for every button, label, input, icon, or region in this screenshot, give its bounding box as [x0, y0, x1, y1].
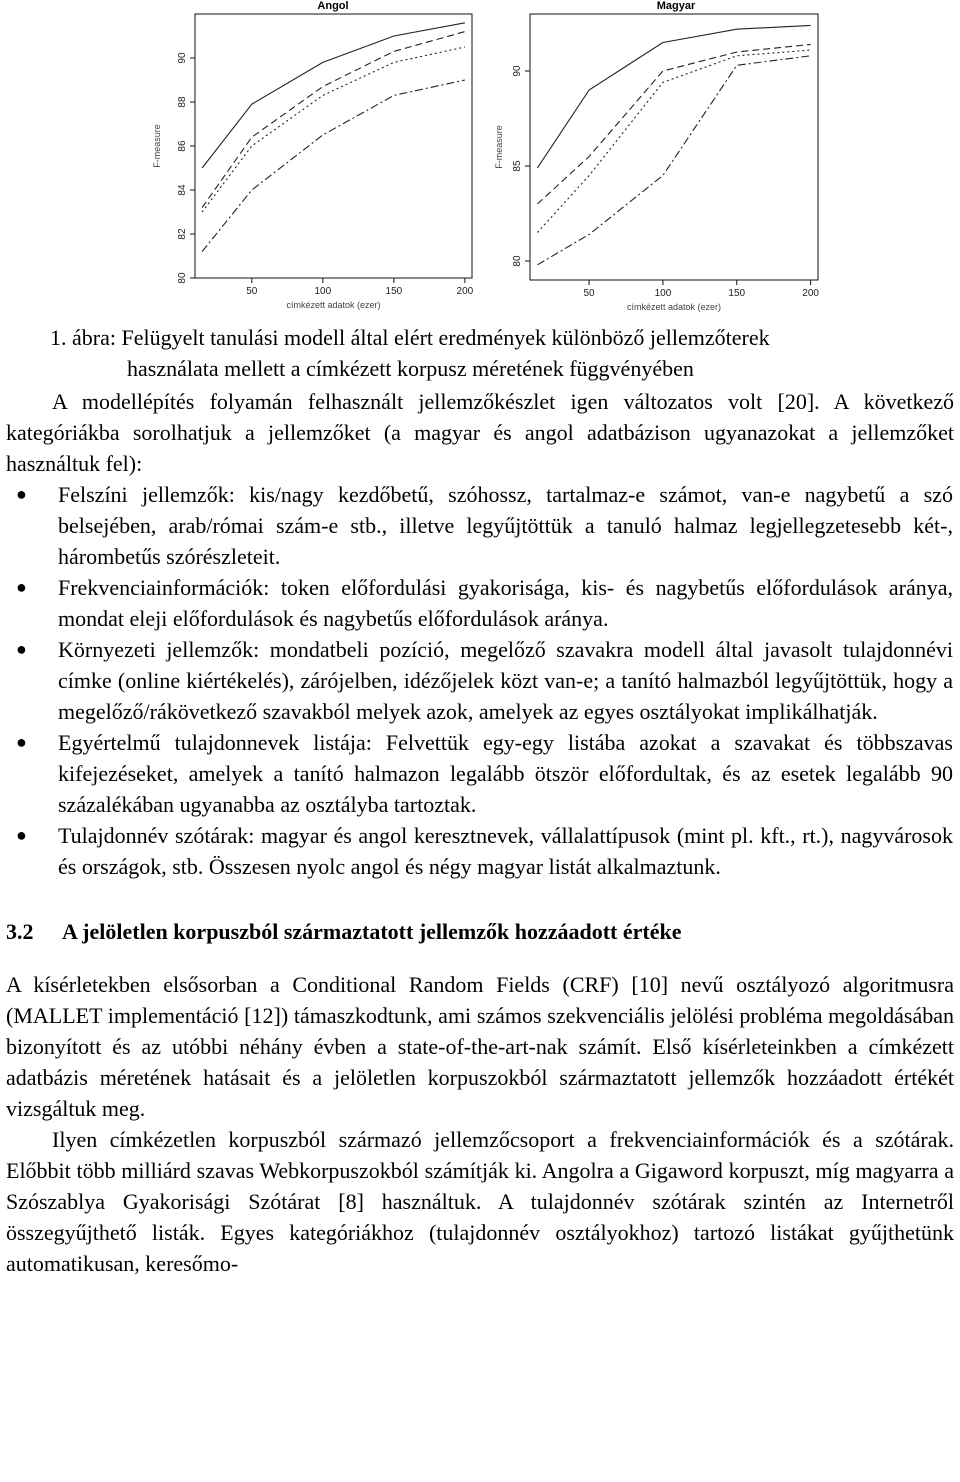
y-axis-label: F-measure	[152, 124, 162, 168]
bullet-icon: ●	[16, 825, 27, 845]
x-tick-label: 150	[385, 286, 403, 297]
y-tick-label: 88	[177, 96, 188, 108]
x-axis-label: címkézett adatok (ezer)	[286, 300, 381, 310]
series-line-4	[537, 56, 810, 265]
y-tick-label: 80	[177, 272, 188, 284]
y-tick-label: 80	[512, 255, 523, 267]
list-item-text: Egyértelmű tulajdonnevek listája: Felvettük egy-egy listába azokat a szavakat és többszavas kifejezéseket, amelyek a tanító halmazon legalább ötször előfordultak, és az esetek legalább 90 százalékában ugyanabba az osztályba tartoztak.	[58, 730, 953, 817]
caption-line-2: használata mellett a címkézett korpusz méretének függvényében	[127, 356, 694, 381]
series-line-2	[537, 44, 810, 204]
section-heading	[6, 916, 960, 947]
list-item	[0, 727, 953, 820]
x-tick-label: 100	[314, 286, 332, 297]
series-line-1	[537, 25, 810, 168]
x-tick-label: 100	[654, 288, 672, 299]
body-paragraph-1: A kísérletekben elsősorban a Conditional Random Fields (CRF) [10] nevű osztályozó algoritmusra (MALLET implementáció [12]) támaszkodtunk, ami számos szekvenciális jelölési probléma megoldásában bizonyított és az utóbbi néhány évben a state-of-the-art-nak számít. Első kísérleteinkben a címkézett adatbázis méretének hatásait és a jelöletlen korpuszokból származtatott jellemzők hozzáadott értékét vizsgáltuk meg.	[6, 972, 954, 1121]
list-item	[0, 479, 953, 572]
y-tick-label: 90	[512, 65, 523, 77]
chart-magyar	[494, 0, 819, 312]
series-line-4	[202, 80, 465, 252]
plot-frame	[530, 14, 818, 280]
y-tick-label: 86	[177, 140, 188, 152]
x-tick-label: 50	[246, 286, 258, 297]
y-axis-label: F-measure	[494, 125, 504, 169]
x-tick-label: 200	[456, 286, 474, 297]
list-item-text: Felszíni jellemzők: kis/nagy kezdőbetű, szóhossz, tartalmaz-e számot, van-e nagybetű a szó belsejében, arab/római szám-e stb., illetve legyűjtöttük a tanuló halmaz legjellegzetesebb két-, hárombetűs szórészleteit.	[58, 482, 953, 569]
bullet-icon: ●	[16, 732, 27, 752]
series-line-3	[537, 50, 810, 232]
document-body	[0, 322, 960, 1279]
charts-svg	[0, 0, 960, 320]
y-tick-label: 85	[512, 160, 523, 172]
bullet-icon: ●	[16, 639, 27, 659]
body-paragraph-2: Ilyen címkézetlen korpuszból származó jellemzőcsoport a frekvenciainformációk és a szótárak. Előbbit több milliárd szavas Webkorpuszokból számítják ki. Angolra a Gigaword korpuszt, míg magyarra a Szószablya Gyakorisági Szótárat [8] használtuk. A tulajdonnév szótárak szintén az Internetről összegyűjthető listák. Egyes kategóriákhoz (tulajdonnév osztályokhoz) tartozó listákat gyűjthetünk automatikusan, keresőmo-	[6, 1127, 954, 1276]
x-tick-label: 200	[802, 288, 819, 299]
bullet-icon: ●	[16, 577, 27, 597]
plot-frame	[195, 14, 472, 278]
caption-line-1: 1. ábra: Felügyelt tanulási modell által elért eredmények különböző jellemzőterek	[50, 325, 770, 350]
list-item	[0, 820, 953, 882]
feature-list	[0, 479, 960, 882]
list-item-text: Frekvenciainformációk: token előfordulási gyakorisága, kis- és nagybetűs előfordulások aránya, mondat eleji előfordulások és nagybetűs előfordulások aránya.	[58, 575, 953, 631]
figure-charts	[0, 0, 960, 320]
series-line-1	[202, 23, 465, 168]
list-item-text: Környezeti jellemzők: mondatbeli pozíció, megelőző szavakra modell által javasolt tulajdonnévi címke (online kiértékelés), zárójelben, idézőjelek közt van-e; a tanító halmazból legyűjtöttük, hogy a megelőző/rákövetkező szavakból melyek azok, amelyek az egyes osztályokat implikálhatják.	[58, 637, 953, 724]
chart-angol	[152, 0, 474, 310]
intro-paragraph: A modellépítés folyamán felhasznált jellemzőkészlet igen változatos volt [20]. A következő kategóriákba sorolhatjuk a jellemzőket (a magyar és angol adatbázison ugyanazokat a jellemzőket használtuk fel):	[6, 389, 954, 476]
list-item-text: Tulajdonnév szótárak: magyar és angol keresztnevek, vállalattípusok (mint pl. kft., rt.), nagyvárosok és országok, stb. Összesen nyolc angol és négy magyar listát alkalmaztunk.	[58, 823, 953, 879]
figure-caption	[50, 322, 950, 384]
list-item	[0, 634, 953, 727]
x-tick-label: 150	[728, 288, 746, 299]
x-tick-label: 50	[583, 288, 595, 299]
section-number: 3.2	[6, 919, 34, 944]
y-tick-label: 90	[177, 52, 188, 64]
y-tick-label: 82	[177, 228, 188, 240]
chart-title: Magyar	[656, 0, 696, 12]
chart-title: Angol	[317, 0, 349, 12]
bullet-icon: ●	[16, 484, 27, 504]
x-axis-label: címkézett adatok (ezer)	[626, 302, 722, 312]
section-title: A jelöletlen korpuszból származtatott jellemzők hozzáadott értéke	[62, 919, 682, 944]
y-tick-label: 84	[177, 184, 188, 196]
list-item	[0, 572, 953, 634]
